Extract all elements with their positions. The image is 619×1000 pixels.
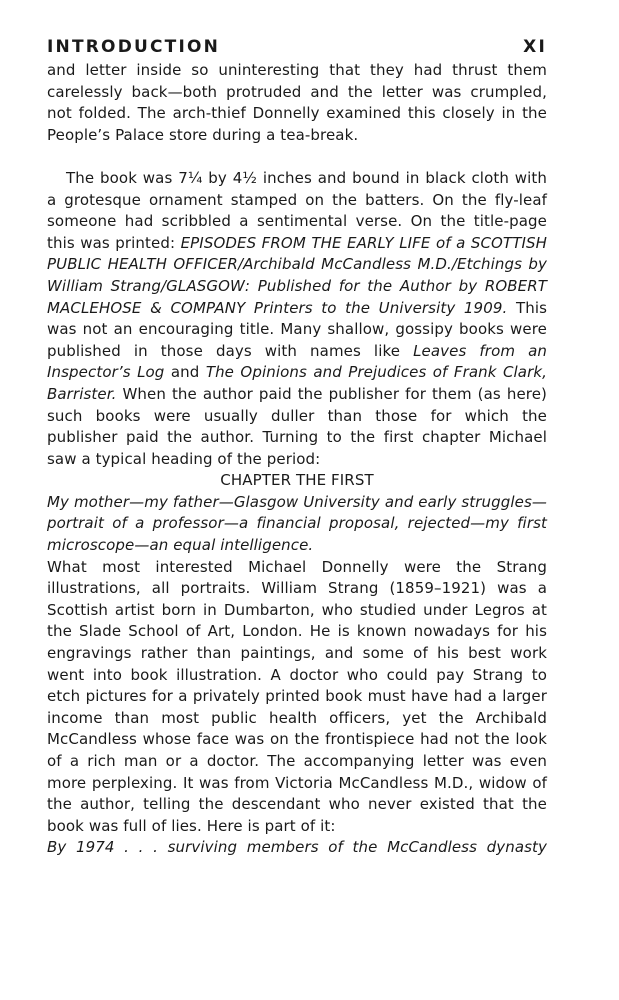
section-title: INTRODUCTION (47, 37, 221, 57)
book-title-opinions: The Opinions and Prejudices of Frank Clark, Barrister. (47, 363, 548, 403)
running-head (47, 34, 547, 60)
book-page (47, 34, 547, 859)
paragraph-gap (47, 146, 547, 168)
page-number: XI (523, 37, 547, 57)
paragraph-2 (47, 168, 547, 470)
paragraph-3: What most interested Michael Donnelly were the Strang illustrations, all portraits. William Strang (1859–1921) was a Scottish artist born in Dumbarton, who studied under Legros at the Slade School of Art, London. He is known nowadays for his engravings rather than paintings, and some of his best work went into book illustration. A doctor who could pay Strang to etch pictures for a privately printed book must have had a larger income than most public health officers, yet the Archibald McCandless whose face was on the frontispiece had not the look of a rich man or a doctor. The accompanying letter was even more perplexing. It was from Victoria McCandless M.D., widow of the author, telling the descendant who never existed that the book was full of lies. Here is part of it: (47, 557, 547, 835)
book-title-inspectors-log: Leaves from an Inspector’s Log (47, 341, 547, 382)
chapter-heading: CHAPTER THE FIRST (220, 471, 374, 490)
paragraph-2-text-b: This was not an encouraging title. Many shallow, gossipy books were published in those days with names like (47, 298, 548, 360)
body-text (47, 60, 547, 859)
paragraph-2-text-c: and (164, 363, 206, 382)
paragraph-1: and letter inside so uninteresting that they had thrust them carelessly back—both protruded and the letter was crumpled, not folded. The arch-thief Donnelly examined this closely in the People’s Palace store during a tea-break. (47, 61, 547, 144)
paragraph-4: By 1974 . . . surviving members of the McCandless dynasty (47, 838, 547, 857)
paragraph-2-text-a: The book was 7¼ by 4½ inches and bound in black cloth with a grotesque ornament stamped on the batters. On the fly-leaf someone had scribbled a sentimental verse. On the title-page this was printed: (47, 168, 547, 252)
book-title-imprint: EPISODES FROM THE EARLY LIFE of a SCOTTISH PUBLIC HEALTH OFFICER/Archibald McCandless M.D./Etchings by William Strang/GLASGOW: Published for the Author by ROBERT MACLEHOSE & COMPANY Printers to the University 1909. (47, 233, 547, 317)
paragraph-2-text-d: When the author paid the publisher for them (as here) such books were usually duller than those for which the publisher paid the author. Turning to the first chapter Michael saw a typical heading of the period: (47, 384, 547, 468)
chapter-synopsis: My mother—my father—Glasgow University and early struggles—portrait of a professor—a financial proposal, rejected—my first microscope—an equal intelligence. (47, 492, 547, 555)
